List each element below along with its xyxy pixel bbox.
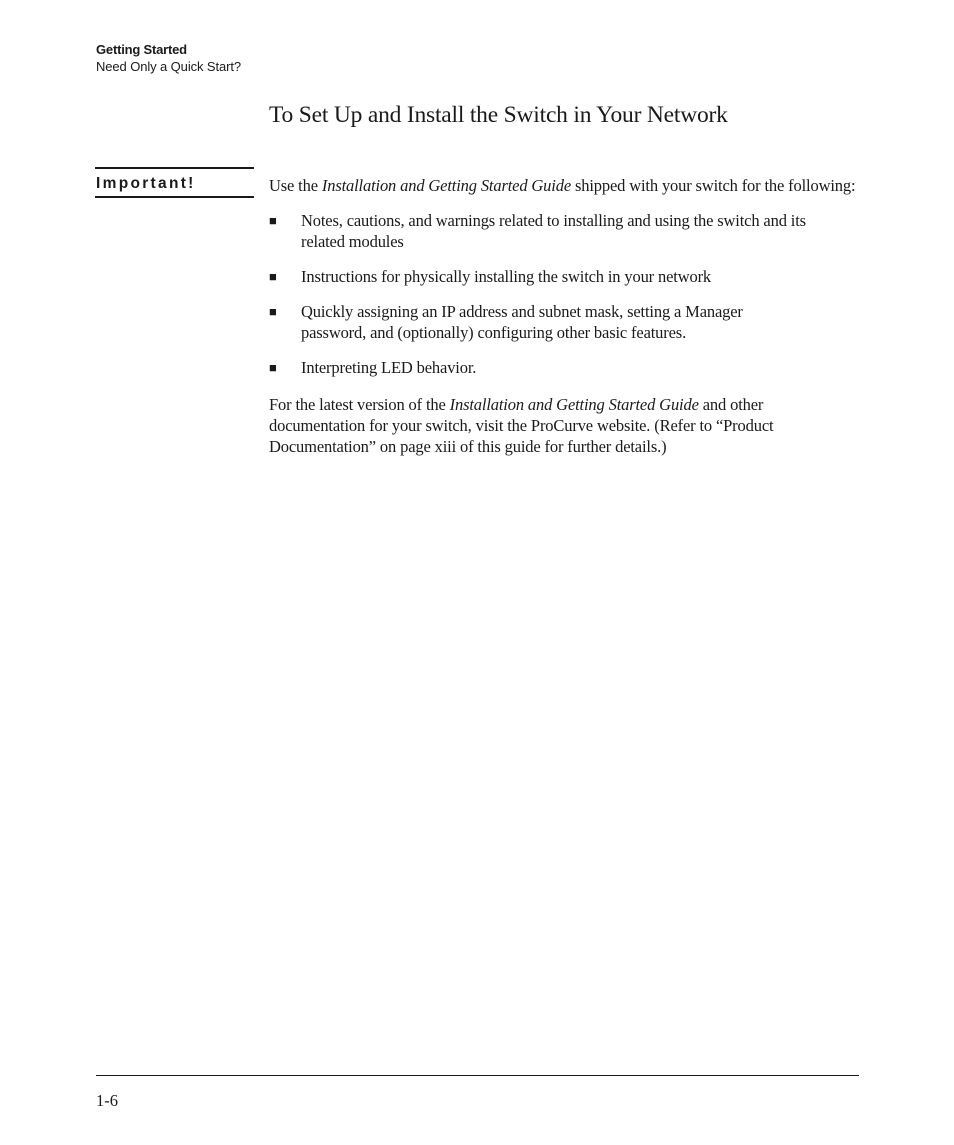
list-item-text: Interpreting LED behavior. — [301, 358, 477, 377]
closing-paragraph — [269, 394, 861, 457]
chapter-title: Getting Started — [96, 42, 187, 57]
intro-paragraph — [269, 175, 861, 196]
bullet-square-icon: ■ — [269, 269, 277, 284]
bullet-square-icon: ■ — [269, 304, 277, 319]
intro-text-before: Use the — [269, 176, 322, 195]
guide-title-link: Installation and Getting Started Guide — [321, 176, 571, 195]
list-item — [269, 357, 861, 378]
list-item — [269, 210, 861, 252]
footer-divider — [96, 1075, 859, 1076]
important-label-text: Important! — [96, 175, 196, 192]
page-heading: To Set Up and Install the Switch in Your Network — [269, 102, 728, 128]
closing-text-after: and other documentation for your switch, visit the ProCurve website. (Refer to “Product Documentation” on page xiii of this guide for further details.) — [269, 395, 774, 456]
bullet-square-icon: ■ — [269, 213, 277, 228]
guide-title-reference: Installation and Getting Started Guide — [449, 395, 699, 414]
list-item — [269, 301, 861, 343]
important-note-label — [95, 167, 254, 198]
page-number: 1-6 — [96, 1091, 118, 1110]
note-body — [269, 175, 861, 457]
closing-text-before: For the latest version of the — [269, 395, 450, 414]
list-item-text: Quickly assigning an IP address and subnet mask, setting a Manager password, and (optionally) configuring other basic features. — [301, 302, 743, 342]
list-item — [269, 266, 861, 287]
intro-text-after: shipped with your switch for the following: — [571, 176, 856, 195]
bullet-list — [269, 210, 861, 378]
section-title: Need Only a Quick Start? — [96, 59, 241, 74]
list-item-text: Notes, cautions, and warnings related to installing and using the switch and its related modules — [301, 211, 806, 251]
list-item-text: Instructions for physically installing the switch in your network — [301, 267, 712, 286]
bullet-square-icon: ■ — [269, 360, 277, 375]
running-head — [96, 41, 241, 75]
